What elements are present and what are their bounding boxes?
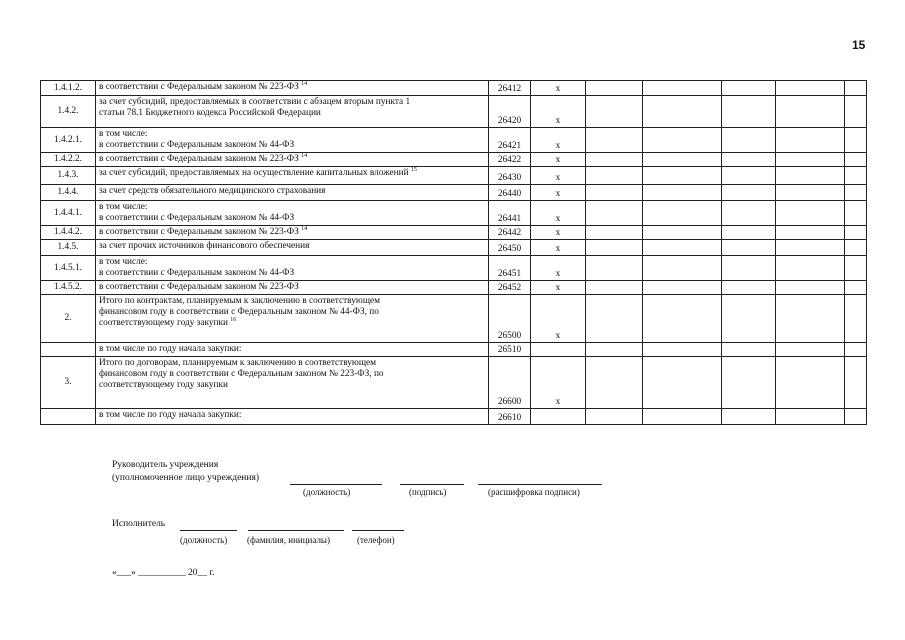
row-code: 26450 <box>489 240 531 256</box>
footnote-ref: 15 <box>410 167 417 173</box>
empty-cell <box>586 409 643 425</box>
empty-cell <box>722 357 776 409</box>
empty-cell <box>586 281 643 295</box>
empty-cell <box>776 295 845 343</box>
empty-cell <box>643 96 722 128</box>
empty-cell <box>845 167 867 185</box>
executor-label: Исполнитель <box>112 519 166 529</box>
empty-cell <box>722 153 776 167</box>
empty-cell <box>845 240 867 256</box>
empty-cell <box>845 343 867 357</box>
table-row <box>41 226 867 240</box>
row-number: 1.4.2.2. <box>41 153 96 167</box>
row-code: 26451 <box>489 256 531 281</box>
empty-cell <box>776 357 845 409</box>
row-description <box>96 81 489 96</box>
empty-cell <box>776 96 845 128</box>
empty-cell <box>722 81 776 96</box>
empty-cell <box>643 167 722 185</box>
empty-cell <box>643 128 722 153</box>
empty-cell <box>776 167 845 185</box>
empty-cell <box>845 281 867 295</box>
empty-cell <box>586 256 643 281</box>
empty-cell <box>643 357 722 409</box>
row-number: 1.4.5. <box>41 240 96 256</box>
row-code: 26430 <box>489 167 531 185</box>
footnote-ref: 14 <box>301 153 308 159</box>
empty-cell <box>845 96 867 128</box>
row-x-mark: x <box>531 295 586 343</box>
row-x-mark: x <box>531 256 586 281</box>
empty-cell <box>722 409 776 425</box>
table-row <box>41 185 867 201</box>
empty-cell <box>643 409 722 425</box>
empty-cell <box>845 128 867 153</box>
row-code: 26442 <box>489 226 531 240</box>
exec-name-line <box>248 530 344 531</box>
row-number: 1.4.1.2. <box>41 81 96 96</box>
description-line: за счет прочих источников финансового обеспечения <box>99 241 310 251</box>
empty-cell <box>586 201 643 226</box>
decode-caption: (расшифровка подписи) <box>488 487 580 497</box>
row-number: 1.4.4. <box>41 185 96 201</box>
description-line: в соответствии с Федеральным законом № 223-ФЗ <box>99 282 299 292</box>
description-line: соответствующему году закупки <box>99 318 228 328</box>
empty-cell <box>722 128 776 153</box>
empty-cell <box>643 281 722 295</box>
row-description <box>96 240 489 256</box>
description-line: за счет средств обязательного медицинского страхования <box>99 186 326 196</box>
row-code: 26610 <box>489 409 531 425</box>
description-line: в том числе по году начала закупки: <box>99 410 242 420</box>
empty-cell <box>845 201 867 226</box>
description-line: в соответствии с Федеральным законом № 44-ФЗ <box>99 268 295 278</box>
row-description <box>96 357 489 409</box>
row-description <box>96 226 489 240</box>
empty-cell <box>643 343 722 357</box>
table-row <box>41 240 867 256</box>
empty-cell <box>586 295 643 343</box>
decode-line <box>478 484 602 485</box>
empty-cell <box>845 185 867 201</box>
row-number: 1.4.2. <box>41 96 96 128</box>
row-code: 26422 <box>489 153 531 167</box>
row-x-mark: x <box>531 357 586 409</box>
row-description <box>96 256 489 281</box>
row-code: 26500 <box>489 295 531 343</box>
table-row <box>41 281 867 295</box>
row-code: 26412 <box>489 81 531 96</box>
row-description <box>96 153 489 167</box>
footnote-ref: 14 <box>301 226 308 232</box>
empty-cell <box>586 81 643 96</box>
row-x-mark <box>531 409 586 425</box>
row-x-mark: x <box>531 185 586 201</box>
empty-cell <box>643 256 722 281</box>
empty-cell <box>586 226 643 240</box>
row-number: 2. <box>41 295 96 343</box>
row-code: 26440 <box>489 185 531 201</box>
empty-cell <box>586 357 643 409</box>
row-number: 1.4.5.2. <box>41 281 96 295</box>
empty-cell <box>845 295 867 343</box>
empty-cell <box>643 240 722 256</box>
row-x-mark: x <box>531 201 586 226</box>
row-x-mark <box>531 343 586 357</box>
empty-cell <box>776 256 845 281</box>
exec-position-caption: (должность) <box>180 535 228 545</box>
empty-cell <box>776 128 845 153</box>
empty-cell <box>722 96 776 128</box>
signature-caption: (подпись) <box>409 487 447 497</box>
table-row <box>41 357 867 409</box>
exec-position-line <box>180 530 237 531</box>
table-row <box>41 343 867 357</box>
page-number: 15 <box>852 38 866 52</box>
row-x-mark: x <box>531 153 586 167</box>
empty-cell <box>586 153 643 167</box>
description-line: Итого по договорам, планируемым к заключению в соответствующем <box>99 358 377 368</box>
footnote-ref: 16 <box>230 317 237 323</box>
position-line <box>290 484 382 485</box>
row-description <box>96 167 489 185</box>
row-code: 26420 <box>489 96 531 128</box>
description-line: в соответствии с Федеральным законом № 44-ФЗ <box>99 140 295 150</box>
table-row <box>41 409 867 425</box>
description-line: в соответствии с Федеральным законом № 223-ФЗ <box>99 154 299 164</box>
description-line: в соответствии с Федеральным законом № 223-ФЗ <box>99 82 299 92</box>
row-x-mark: x <box>531 128 586 153</box>
empty-cell <box>586 343 643 357</box>
empty-cell <box>586 128 643 153</box>
empty-cell <box>845 153 867 167</box>
description-line: в том числе: <box>99 257 148 267</box>
table-row <box>41 256 867 281</box>
row-number: 1.4.4.1. <box>41 201 96 226</box>
empty-cell <box>776 281 845 295</box>
row-number <box>41 409 96 425</box>
table-row <box>41 128 867 153</box>
table-row <box>41 81 867 96</box>
row-description <box>96 96 489 128</box>
empty-cell <box>845 409 867 425</box>
empty-cell <box>586 185 643 201</box>
empty-cell <box>776 81 845 96</box>
empty-cell <box>722 167 776 185</box>
description-line: за счет субсидий, предоставляемых на осуществление капитальных вложений <box>99 168 409 178</box>
empty-cell <box>845 256 867 281</box>
row-description <box>96 185 489 201</box>
row-description <box>96 409 489 425</box>
footnote-ref: 14 <box>301 81 308 87</box>
date-line: «___» __________ 20__ г. <box>112 568 215 578</box>
empty-cell <box>586 240 643 256</box>
empty-cell <box>722 343 776 357</box>
row-x-mark: x <box>531 81 586 96</box>
description-line: в соответствии с Федеральным законом № 44-ФЗ <box>99 213 295 223</box>
empty-cell <box>776 153 845 167</box>
row-number: 1.4.2.1. <box>41 128 96 153</box>
signature-line <box>400 484 464 485</box>
row-code: 26600 <box>489 357 531 409</box>
empty-cell <box>776 409 845 425</box>
position-caption: (должность) <box>303 487 351 497</box>
empty-cell <box>845 81 867 96</box>
description-line: соответствующему году закупки <box>99 380 228 390</box>
empty-cell <box>586 167 643 185</box>
table-row <box>41 201 867 226</box>
empty-cell <box>643 226 722 240</box>
empty-cell <box>722 281 776 295</box>
empty-cell <box>643 185 722 201</box>
row-x-mark: x <box>531 226 586 240</box>
description-line: в том числе: <box>99 129 148 139</box>
empty-cell <box>643 295 722 343</box>
empty-cell <box>776 343 845 357</box>
empty-cell <box>643 201 722 226</box>
description-line: статьи 78.1 Бюджетного кодекса Российской Федерации <box>99 108 321 118</box>
empty-cell <box>643 81 722 96</box>
purchase-table <box>40 80 867 425</box>
empty-cell <box>776 240 845 256</box>
exec-phone-caption: (телефон) <box>357 535 395 545</box>
row-code: 26421 <box>489 128 531 153</box>
row-x-mark: x <box>531 167 586 185</box>
description-line: в том числе по году начала закупки: <box>99 344 242 354</box>
empty-cell <box>722 256 776 281</box>
empty-cell <box>722 295 776 343</box>
row-description <box>96 281 489 295</box>
row-code: 26441 <box>489 201 531 226</box>
empty-cell <box>643 153 722 167</box>
empty-cell <box>722 185 776 201</box>
table-row <box>41 167 867 185</box>
empty-cell <box>776 201 845 226</box>
row-description <box>96 128 489 153</box>
description-line: в соответствии с Федеральным законом № 223-ФЗ <box>99 227 299 237</box>
row-number: 3. <box>41 357 96 409</box>
row-description <box>96 295 489 343</box>
row-description <box>96 343 489 357</box>
empty-cell <box>722 240 776 256</box>
row-x-mark: x <box>531 96 586 128</box>
description-line: в том числе: <box>99 202 148 212</box>
description-line: финансовом году в соответствии с Федеральным законом № 223-ФЗ, по <box>99 369 384 379</box>
empty-cell <box>722 226 776 240</box>
empty-cell <box>776 185 845 201</box>
exec-name-caption: (фамилия, инициалы) <box>247 535 330 545</box>
table-row <box>41 96 867 128</box>
row-number: 1.4.4.2. <box>41 226 96 240</box>
row-number: 1.4.3. <box>41 167 96 185</box>
description-line: за счет субсидий, предоставляемых в соответствии с абзацем вторым пункта 1 <box>99 97 411 107</box>
table-row <box>41 153 867 167</box>
description-line: финансовом году в соответствии с Федеральным законом № 44-ФЗ, по <box>99 307 379 317</box>
head-title: Руководитель учреждения <box>112 460 219 470</box>
table-row <box>41 295 867 343</box>
row-number <box>41 343 96 357</box>
row-code: 26510 <box>489 343 531 357</box>
row-description <box>96 201 489 226</box>
empty-cell <box>776 226 845 240</box>
empty-cell <box>722 201 776 226</box>
empty-cell <box>586 96 643 128</box>
exec-phone-line <box>352 530 404 531</box>
row-code: 26452 <box>489 281 531 295</box>
empty-cell <box>845 226 867 240</box>
head-subtitle: (уполномоченное лицо учреждения) <box>112 473 259 483</box>
empty-cell <box>845 357 867 409</box>
row-x-mark: x <box>531 281 586 295</box>
row-number: 1.4.5.1. <box>41 256 96 281</box>
row-x-mark: x <box>531 240 586 256</box>
description-line: Итого по контрактам, планируемым к заключению в соответствующем <box>99 296 381 306</box>
